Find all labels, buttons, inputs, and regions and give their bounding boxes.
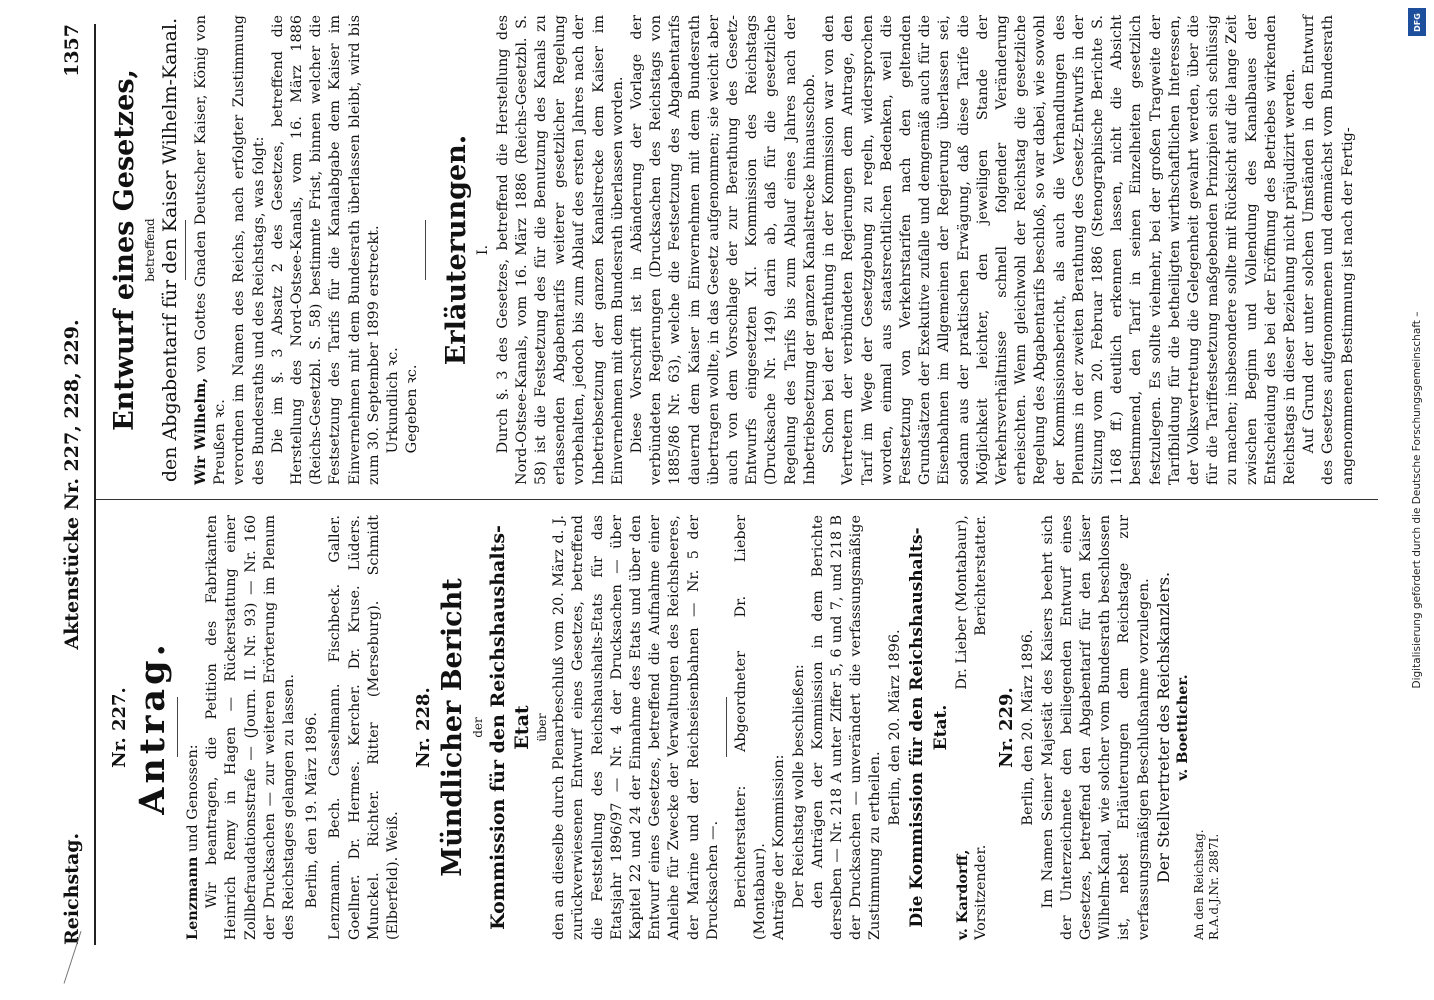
doc227-intro-name: Lenzmann — [184, 856, 201, 940]
page-header — [58, 24, 86, 945]
doc228-signatures — [953, 515, 991, 940]
separator — [185, 220, 186, 280]
header-rule — [94, 24, 96, 945]
page-number: 1357 — [61, 24, 83, 77]
doc229-ref: R.A.d.J.Nr. 2887I. — [1207, 833, 1222, 940]
erlaeuterungen-p4: Auf Grund der unter solchen Umständen in den Entwurf des Gesetzes aufgenommenen und demnächst vom Bundesrath angenommenen Bestimmung ist nach der Fertig- — [1301, 15, 1356, 485]
preamble-rest: von Gottes Gnaden Deutscher Kaiser, König von Preußen ꝛc. — [193, 15, 229, 485]
chair-role: Vorsitzender. — [973, 844, 990, 940]
doc228-title: Mündlicher Bericht — [437, 578, 469, 877]
column-divider — [96, 499, 1378, 500]
erlaeuterungen-p3: Schon bei der Berathung in der Kommission war von den Vertretern der verbündeten Regierungen dem Antrage, den Tarif im Wege der Gesetzgebung zu regeln, widersprochen worden, einmal aus staatsrechtlichen Bedenken, weil die Festsetzung von Verkehrstarifen nach den geltenden Grundsätzen der Exekutive zufalle und demgemäß auch für die Eisenbahnen im Allgemeinen der Regierung überlassen sei, sodann aus der praktischen Erwägung, daß diese Tarife die Möglichkeit leichter, den jeweiligen Stande der Verkehrsverhältnisse schnell folgender Veränderung erheischten. Wenn gleichwohl der Reichstag die gesetzliche Regelung des Abgabentarifs beschloß, so war dabei, wie sowohl der Kommissionsbericht, als auch die Verhandlungen des Plenums in der zweiten Berathung des Gesetz-Entwurfs in der Sitzung vom 20. Februar 1886 (Stenographische Berichte S. 1168 ff.) deutlich erkennen lassen, nicht die Absicht bestimmend, den Tarif in seinen Einzelheiten gesetzlich festzulegen. Es sollte vielmehr, bei der großen Tragweite der Tarifbildung für die betheiligten wirthschaftlichen Interessen, der Volksvertretung die Gelegenheit gewahrt werden, über die für die Tariffestsetzung maßgebenden Prinzipien sich schlüssig zu machen; insbesondere sollte mit Rücksicht auf die lange Zeit zwischen Beginn und Vollendung des Kanalbaues der Entscheidung des bei der Eröffnung des Betriebes wirkenden Reichstags in dieser Beziehung nicht präjudizirt werden. — [821, 15, 1298, 485]
doc227-intro — [183, 515, 203, 940]
dfg-logo-text: DFG — [1412, 12, 1422, 32]
entwurf-body: verordnen im Namen des Reichs, nach erfolgter Zustimmung des Bundesraths und des Reichstags, was folgt: — [231, 15, 267, 485]
entwurf-article: Die im §. 3 Absatz 2 des Gesetzes, betreffend die Herstellung des Nord-Ostsee-Kanals, vom 16. März 1886 (Reichs-Gesetzbl. S. 58) bestimmte Frist, binnen welcher die Festsetzung des Tarifs für die Kanalabgabe dem Kaiser im Einvernehmen mit dem Bundesrath überlassen bleibt, wird bis zum 30. September 1899 erstreckt. — [269, 15, 382, 485]
separator — [726, 698, 727, 758]
header-center: Aktenstücke Nr. 227, 228, 229. — [61, 319, 83, 650]
entwurf-urkundlich: Urkundlich ꝛc. — [385, 347, 402, 454]
right-column — [108, 15, 1358, 485]
reporter-role: Berichterstatter. — [973, 515, 990, 636]
chair-name: v. Kardorff, — [953, 849, 971, 940]
doc227-title: Antrag. — [132, 640, 173, 815]
erlaeuterungen-title: Erläuterungen. — [441, 134, 473, 366]
separator — [425, 220, 426, 280]
doc228-der: der — [471, 717, 486, 738]
entwurf-gegeben: Gegeben ꝛc. — [404, 364, 421, 454]
left-column — [108, 515, 1222, 940]
doc228-body: den an dieselbe durch Plenarbeschluß vom 20. März d. J. zurückverwiesenen Entwurf eines Gesetzes, betreffend die Feststellung des Reichshaushalts-Etats für das Etatsjahr 1896/97 — Nr. 4 der Drucksachen — über Kapitel 22 und 24 der Einnahme des Etats und über den Entwurf eines Gesetzes, betreffend die Aufnahme einer Anleihe für Zwecke der Verwaltungen des Reichsheeres, der Marine und der Reichseisenbahnen — Nr. 5 der Drucksachen —. — [551, 515, 721, 940]
doc228-commission: Kommission für den Reichshaushalts-Etat — [487, 525, 534, 930]
separator — [177, 698, 178, 758]
digitization-note — [1405, 6, 1429, 994]
doc227-number: Nr. 227. — [109, 687, 130, 768]
digitization-text: Digitalisierung gefördert durch die Deutsche Forschungsgemeinschaft – — [1411, 311, 1423, 689]
reporter-name: Dr. Lieber (Montabaur), — [953, 515, 970, 690]
entwurf-betreffend: betreffend — [143, 218, 157, 282]
doc229-signoff: Der Stellvertreter des Reichskanzlers. — [1153, 571, 1173, 884]
entwurf-subject: den Abgabentarif für den Kaiser Wilhelm-Kanal. — [159, 17, 181, 483]
entwurf-preamble — [191, 15, 230, 485]
doc228-number: Nr. 228. — [413, 687, 435, 768]
doc228-signoff: Die Kommission für den Reichshaushalts-Etat. — [906, 527, 951, 928]
erlaeuterungen-numeral: I. — [475, 244, 492, 256]
doc227-body: Wir beantragen, die Petition des Fabrikanten Heinrich Remy in Hagen — Rückerstattung einer Zollbefraudationsstrafe — (Journ. II. Nr. 93) — Nr. 160 der Drucksachen — zur weiteren Erörterung im Plenum des Reichstages gelangen zu lassen. — [204, 515, 298, 940]
doc228-reporter: Berichterstatter: Abgeordneter Dr. Lieber (Montabaur). — [733, 515, 769, 940]
doc228-date: Berlin, den 20. März 1896. — [886, 629, 903, 826]
preamble-name: Wir Wilhelm, — [192, 377, 209, 485]
dfg-logo — [1408, 8, 1426, 36]
doc228-proposal: den Anträgen der Kommission in dem Berichte derselben — Nr. 218 A unter Ziffer 5, 6 und 7, und 218 B der Drucksachen — unverändert die verfassungsmäßige Zustimmung zu ertheilen. — [809, 515, 884, 940]
entwurf-title: Entwurf eines Gesetzes, — [109, 69, 140, 431]
doc229-number: Nr. 229. — [996, 687, 1018, 768]
doc227-intro-rest: und Genossen: — [185, 744, 201, 857]
doc229-date: Berlin, den 20. März 1896. — [1020, 629, 1037, 826]
doc229-signer: v. Boetticher. — [1173, 674, 1191, 781]
erlaeuterungen-p2: Diese Vorschrift ist in Abänderung der Vorlage der verbündeten Regierungen (Drucksachen des Reichstags von 1885/86 Nr. 63), welche die Festsetzung des Abgabentarifs dauernd dem Kaiser im Einvernehmen mit dem Bundesrath übertragen wollte, in das Gesetz aufgenommen; sie weicht aber auch von dem Vorschlage der zur Berathung des Gesetz-Entwurfs eingesetzten XI. Kommission des Reichstags (Drucksache Nr. 149) darin ab, daß für die gesetzliche Regelung des Tarifs bis zum Ablauf eines Jahres nach der Inbetriebsetzung der ganzen Kanalstrecke hinausschob. — [629, 15, 818, 485]
header-left: Reichstag. — [61, 832, 83, 945]
doc229-addressee: An den Reichstag. — [1192, 829, 1207, 940]
erlaeuterungen-p1: Durch §. 3 des Gesetzes, betreffend die Herstellung des Nord-Ostsee-Kanals, vom 16. März 1886 (Reichs-Gesetzbl. S. 58) ist die Festsetzung des für die Benutzung des Kanals zu erlassenden Abgabentarifs weiterer gesetzlicher Regelung vorbehalten, jedoch bis zum Ablauf des ersten Jahres nach der Inbetriebsetzung der ganzen Kanalstrecke dem Kaiser im Einvernehmen mit dem Bundesrath überlassen worden. — [494, 15, 626, 485]
doc227-date: Berlin, den 19. März 1896. — [304, 712, 321, 909]
doc228-resolve: Der Reichstag wolle beschließen: — [790, 664, 807, 909]
doc227-signatures: Lenzmann. Bech. Casselmann. Fischbeck. Galler. Goellner. Dr. Hermes. Kercher. Dr. Kruse. Lüders. Munckel. Richter. Ritter (Merseburg). Schmidt (Elberfeld). Weiß. — [327, 515, 402, 940]
doc229-body: Im Namen Seiner Majestät des Kaisers beehrt sich der Unterzeichnete den beiliegenden Entwurf eines Gesetzes, betreffend den Abgabentarif für den Kaiser Wilhelm-Kanal, wie solcher vom Bundesrath beschlossen ist, nebst Erläuterungen dem Reichstage zur verfassungsmäßigen Beschlußnahme vorzulegen. — [1039, 515, 1152, 940]
doc228-ueber: über — [535, 713, 550, 742]
doc228-antraege: Anträge der Kommission: — [771, 754, 788, 940]
